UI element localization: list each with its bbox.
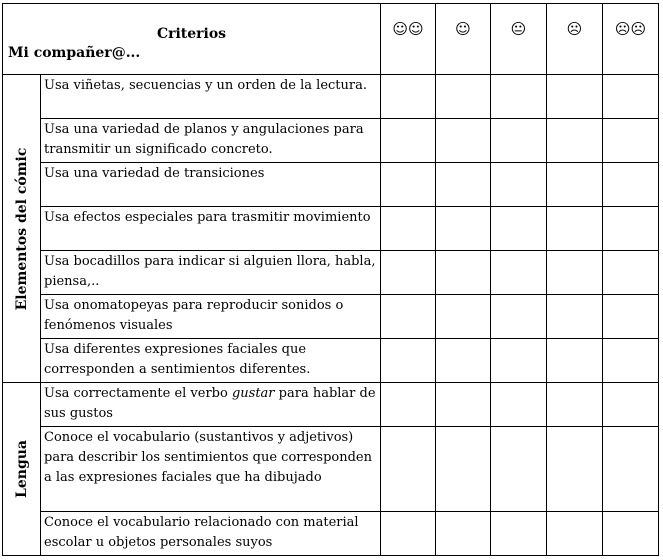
rating-cell[interactable] — [491, 383, 547, 427]
rating-cell[interactable] — [491, 427, 547, 512]
rating-cell[interactable] — [547, 339, 603, 383]
happy-face-icon: ☺ — [436, 4, 491, 75]
rating-cell[interactable] — [547, 383, 603, 427]
rating-cell[interactable] — [603, 207, 659, 251]
rating-cell[interactable] — [381, 427, 436, 512]
rating-cell[interactable] — [491, 207, 547, 251]
rating-cell[interactable] — [436, 163, 491, 207]
rating-cell[interactable] — [491, 75, 547, 119]
criteria-title: Criterios — [156, 26, 227, 42]
rating-cell[interactable] — [381, 75, 436, 119]
rating-cell[interactable] — [603, 339, 659, 383]
rating-cell[interactable] — [436, 251, 491, 295]
criterion-row — [3, 427, 659, 512]
rating-cell[interactable] — [603, 295, 659, 339]
rating-cell[interactable] — [436, 339, 491, 383]
rating-cell[interactable] — [547, 512, 603, 556]
criterion-row — [3, 163, 659, 207]
criterion-italic-word: gustar — [231, 386, 275, 401]
rating-cell[interactable] — [603, 512, 659, 556]
rating-cell[interactable] — [603, 427, 659, 512]
rating-cell[interactable] — [381, 339, 436, 383]
criterion-text: Conoce el vocabulario (sustantivos y adjetivos) para describir los sentimientos que corresponden a las expresiones faciales que ha dibujado — [41, 427, 381, 512]
evaluation-rubric-table — [2, 3, 659, 556]
rating-cell[interactable] — [381, 512, 436, 556]
rating-cell[interactable] — [603, 383, 659, 427]
rating-cell[interactable] — [547, 75, 603, 119]
rating-cell[interactable] — [547, 207, 603, 251]
section-label-cell — [3, 75, 41, 383]
rating-cell[interactable] — [381, 383, 436, 427]
rating-cell[interactable] — [547, 295, 603, 339]
rating-cell[interactable] — [381, 163, 436, 207]
criterion-row — [3, 512, 659, 556]
rating-cell[interactable] — [491, 512, 547, 556]
criterion-row — [3, 119, 659, 163]
rating-cell[interactable] — [603, 163, 659, 207]
criterion-text: Usa efectos especiales para trasmitir movimiento — [41, 207, 381, 251]
rating-cell[interactable] — [491, 163, 547, 207]
rating-cell[interactable] — [436, 295, 491, 339]
criterion-row — [3, 295, 659, 339]
header-row — [3, 4, 659, 75]
rating-cell[interactable] — [547, 163, 603, 207]
rating-cell[interactable] — [603, 75, 659, 119]
criterion-text: Usa una variedad de planos y angulaciones para transmitir un significado concreto. — [41, 119, 381, 163]
criterion-row — [3, 75, 659, 119]
rating-cell[interactable] — [603, 119, 659, 163]
section-label-cell — [3, 383, 41, 556]
neutral-face-icon: 😐 — [491, 4, 547, 75]
rating-cell[interactable] — [491, 251, 547, 295]
criterion-text: Usa bocadillos para indicar si alguien llora, habla, piensa,.. — [41, 251, 381, 295]
criterion-row — [3, 251, 659, 295]
rating-cell[interactable] — [381, 251, 436, 295]
rating-cell[interactable] — [436, 427, 491, 512]
rating-cell[interactable] — [547, 251, 603, 295]
rating-cell[interactable] — [381, 295, 436, 339]
criterion-text: Usa onomatopeyas para reproducir sonidos o fenómenos visuales — [41, 295, 381, 339]
very-happy-faces-icon: ☺☺ — [381, 4, 436, 75]
criterion-text-part: para hablar de sus gustos — [44, 386, 376, 421]
rating-cell[interactable] — [491, 295, 547, 339]
rating-cell[interactable] — [491, 339, 547, 383]
section-label-lengua: Lengua — [13, 440, 30, 498]
section-label-comic: Elementos del cómic — [13, 147, 30, 310]
rating-cell[interactable] — [603, 251, 659, 295]
criterion-row — [3, 207, 659, 251]
sad-face-icon: ☹ — [547, 4, 603, 75]
rating-cell[interactable] — [381, 207, 436, 251]
criterion-text: Conoce el vocabulario relacionado con material escolar u objetos personales suyos — [41, 512, 381, 556]
criterion-row — [3, 383, 659, 427]
criterion-text: Usa diferentes expresiones faciales que corresponden a sentimientos diferentes. — [41, 339, 381, 383]
very-sad-faces-icon: ☹☹ — [603, 4, 659, 75]
criterion-text: Usa viñetas, secuencias y un orden de la lectura. — [41, 75, 381, 119]
rating-cell[interactable] — [436, 512, 491, 556]
criteria-header — [3, 4, 381, 75]
criterion-text-part: Usa correctamente el verbo — [44, 386, 232, 401]
rating-cell[interactable] — [381, 119, 436, 163]
criterion-text: Usa una variedad de transiciones — [41, 163, 381, 207]
rating-cell[interactable] — [547, 119, 603, 163]
rating-cell[interactable] — [547, 427, 603, 512]
criterion-row — [3, 339, 659, 383]
rating-cell[interactable] — [436, 75, 491, 119]
classmate-label: Mi compañer@... — [8, 45, 141, 61]
criterion-text — [41, 383, 381, 427]
rating-cell[interactable] — [436, 207, 491, 251]
rating-cell[interactable] — [436, 383, 491, 427]
rating-cell[interactable] — [491, 119, 547, 163]
rating-cell[interactable] — [436, 119, 491, 163]
